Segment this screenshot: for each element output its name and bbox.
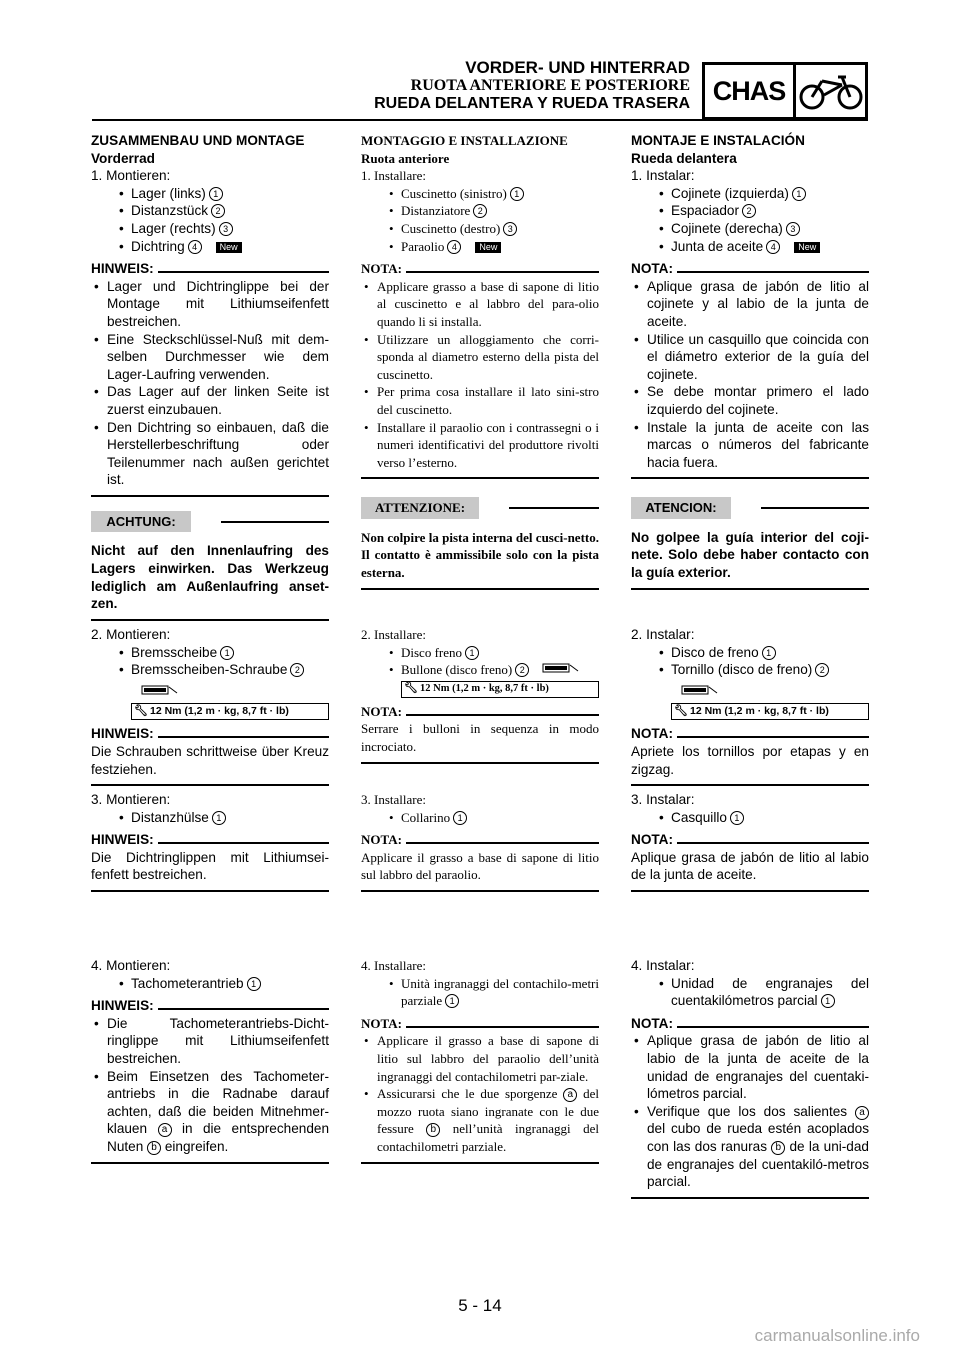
note-item: • Utilizzare un alloggiamento che corri-sponda al diametro esterno della pista del cuscinetto. — [361, 331, 599, 384]
divider — [631, 890, 869, 892]
note-item: • Instale la junta de aceite con las marcas o números del fabricante hacia fuera. — [631, 419, 869, 472]
step-label: 1. Installare: — [361, 168, 426, 184]
note-text: Aplique grasa de jabón de litio al labio de la junta de aceite. — [631, 849, 869, 883]
note-heading: NOTA: — [361, 260, 599, 278]
note-heading: NOTA: — [361, 1015, 599, 1033]
new-badge: New — [475, 242, 501, 253]
step-label: 4. Montieren: — [91, 958, 171, 973]
list-item: • Paraolio 4 New — [361, 238, 599, 256]
list-item: • Distanzhülse 1 — [91, 809, 329, 827]
header-title-de: VORDER- UND HINTERRAD — [465, 58, 690, 77]
list-item: • Bremsscheiben-Schraube 2 — [91, 661, 329, 679]
step-label: 3. Instalar: — [631, 792, 695, 807]
note-item: • Assicurarsi che le due sporgenze a del mozzo ruota siano ingranate con le due fessure b nell’unità ingranaggi del contachilometri parziale. — [361, 1085, 599, 1155]
note-item: • Eine Steckschlüssel-Nuß mit dem-selben Durchmesser wie dem Lager-Laufring verwenden. — [91, 331, 329, 384]
section-3 — [91, 791, 329, 892]
torque-spec: 🔧︎ 12 Nm (1,2 m · kg, 8,7 ft · lb) — [401, 681, 599, 698]
step-label: 2. Instalar: — [631, 627, 695, 642]
list-item: • Distanziatore 2 — [361, 202, 599, 220]
list-item: • Unidad de engranajes del cuentakilómetros parcial 1 — [631, 975, 869, 1010]
note-heading: NOTA: — [631, 1015, 869, 1033]
motorcycle-wheel-icon — [796, 65, 865, 117]
list-item: • Collarino 1 — [361, 809, 599, 827]
new-badge: New — [794, 242, 820, 253]
note-item: • Lager und Dichtringlippe bei der Montage mit Lithiumseifenfett bestreichen. — [91, 278, 329, 331]
section-1 — [91, 132, 329, 621]
divider — [631, 588, 869, 590]
section-subtitle: Rueda delantera — [631, 150, 737, 166]
list-item: • Cojinete (izquierda) 1 — [631, 185, 869, 203]
note-heading: HINWEIS: — [91, 831, 329, 849]
torque-spec: 🔧︎ 12 Nm (1,2 m · kg, 8,7 ft · lb) — [131, 683, 329, 721]
list-item: • Distanzstück 2 — [91, 202, 329, 220]
list-item: • Lager (rechts) 3 — [91, 220, 329, 238]
step-label: 2. Installare: — [361, 627, 426, 642]
note-heading: NOTA: — [631, 260, 869, 278]
torque-wrench-icon: 🔧︎ — [134, 705, 148, 718]
list-item: • Cuscinetto (sinistro) 1 — [361, 185, 599, 203]
divider — [631, 784, 869, 786]
section-2 — [631, 626, 869, 786]
lock-compound-icon — [141, 683, 329, 702]
section-2 — [91, 626, 329, 786]
section-3 — [361, 791, 599, 892]
caution-heading: ATTENZIONE: — [361, 497, 599, 519]
lock-compound-icon — [681, 683, 869, 702]
note-text: Applicare il grasso a base di sapone di litio sul labbro del paraolio. — [361, 849, 599, 883]
note-item: • Verifique que los dos salientes a del cubo de rueda estén acoplados con las dos ranuras b de la uni-dad de engranajes del cuentakiló-metros parcial. — [631, 1103, 869, 1191]
note-heading: NOTA: — [361, 831, 599, 849]
step-label: 4. Instalar: — [631, 958, 695, 973]
note-item: • Aplique grasa de jabón de litio al cojinete y al labio de la junta de aceite. — [631, 278, 869, 331]
step-label: 2. Montieren: — [91, 627, 171, 642]
note-heading: NOTA: — [631, 831, 869, 849]
chapter-label: CHAS — [705, 65, 796, 117]
divider — [91, 495, 329, 497]
section-title: MONTAGGIO E INSTALLAZIONE — [361, 133, 568, 148]
caution-text: Non colpire la pista interna del cusci-netto. Il contatto è ammissibile solo con la pista esterna. — [361, 529, 599, 581]
divider — [361, 1162, 599, 1164]
section-title: MONTAJE E INSTALACIÓN — [631, 133, 805, 148]
note-item: • Applicare il grasso a base di sapone di litio sul labbro del paraolio dell’unità ingranaggi del contachilometri par-ziale. — [361, 1032, 599, 1085]
note-item: • Beim Einsetzen des Tachometer-antriebs in die Radnabe darauf achten, daß die beiden Mitnehmer-klauen a in die entsprechenden Nuten b eingreifen. — [91, 1068, 329, 1156]
divider — [361, 762, 599, 764]
list-item: • Cuscinetto (destro) 3 — [361, 220, 599, 238]
header-rule — [92, 119, 868, 121]
divider — [91, 890, 329, 892]
list-item: • Dichtring 4 New — [91, 238, 329, 256]
list-item: • Tornillo (disco de freno) 2 — [631, 661, 869, 679]
note-item: • Die Tachometerantriebs-Dicht-ringlippe mit Lithiumseifenfett bestreichen. — [91, 1015, 329, 1068]
step-label: 3. Installare: — [361, 792, 426, 807]
list-item: • Espaciador 2 — [631, 202, 869, 220]
note-heading: NOTA: — [361, 703, 599, 721]
header-title-it: RUOTA ANTERIORE E POSTERIORE — [410, 77, 690, 94]
page-header — [374, 58, 690, 113]
list-item: • Tachometerantrieb 1 — [91, 975, 329, 993]
note-text: Serrare i bulloni in sequenza in modo incrociato. — [361, 721, 599, 754]
note-heading: NOTA: — [631, 725, 869, 743]
note-item: • Installare il paraolio con i contrassegni o i numeri identificativi del produttore rivolti verso l’esterno. — [361, 419, 599, 472]
caution-heading: ACHTUNG: — [91, 511, 329, 533]
torque-wrench-icon: 🔧︎ — [404, 682, 418, 695]
note-item: • Per prima cosa installare il lato sini-stro del cuscinetto. — [361, 383, 599, 418]
step-label: 1. Montieren: — [91, 168, 171, 184]
step-label: 1. Instalar: — [631, 168, 695, 184]
caution-text: No golpee la guía interior del coji-nete. Solo debe haber contacto con la guía exterior. — [631, 529, 869, 581]
caution-heading: ATENCION: — [631, 497, 869, 519]
section-4 — [631, 957, 869, 1199]
section-4 — [91, 957, 329, 1164]
header-title-es: RUEDA DELANTERA Y RUEDA TRASERA — [374, 95, 690, 112]
list-item: • Cojinete (derecha) 3 — [631, 220, 869, 238]
list-item: • Bremsscheibe 1 — [91, 644, 329, 662]
watermark[interactable]: carmanualsonline.info — [754, 1326, 920, 1345]
list-item: • Unità ingranaggi del contachilo-metri parziale 1 — [361, 975, 599, 1010]
torque-spec: 🔧︎ 12 Nm (1,2 m · kg, 8,7 ft · lb) — [671, 683, 869, 721]
divider — [361, 890, 599, 892]
list-item: • Disco de freno 1 — [631, 644, 869, 662]
note-item: • Se debe montar primero el lado izquierdo del cojinete. — [631, 383, 869, 418]
caution-text: Nicht auf den Innenlaufring des Lagers einwirken. Das Werkzeug lediglich am Außenlaufring anset-zen. — [91, 543, 329, 612]
divider — [631, 477, 869, 479]
note-text: Die Schrauben schrittweise über Kreuz festziehen. — [91, 743, 329, 777]
step-label: 4. Installare: — [361, 958, 426, 973]
step-label: 3. Montieren: — [91, 792, 171, 807]
divider — [631, 1197, 869, 1199]
note-heading: HINWEIS: — [91, 997, 329, 1015]
section-4 — [361, 957, 599, 1164]
chapter-badge — [702, 62, 868, 120]
list-item: • Junta de aceite 4 New — [631, 238, 869, 256]
section-title: ZUSAMMENBAU UND MONTAGE — [91, 133, 305, 148]
new-badge: New — [216, 242, 242, 253]
section-1 — [631, 132, 869, 590]
note-item: • Applicare grasso a base di sapone di litio al cuscinetto e al labbro del para-olio quando li si installa. — [361, 278, 599, 331]
section-1 — [361, 132, 599, 590]
note-text: Die Dichtringlippen mit Lithiumsei-fenfett bestreichen. — [91, 849, 329, 883]
note-item: • Den Dichtring so einbauen, daß die Herstellerbeschriftung oder Teilenummer nach außen gerichtet ist. — [91, 419, 329, 489]
list-item: • Lager (links) 1 — [91, 185, 329, 203]
note-item: • Utilice un casquillo que coincida con el diámetro exterior de la guía del cojinete. — [631, 331, 869, 384]
note-item: • Das Lager auf der linken Seite ist zuerst einzubauen. — [91, 383, 329, 418]
divider — [91, 1162, 329, 1164]
list-item: • Bullone (disco freno) 2 — [361, 661, 599, 679]
divider — [91, 784, 329, 786]
divider — [91, 619, 329, 621]
note-heading: HINWEIS: — [91, 260, 329, 278]
section-2 — [361, 626, 599, 764]
lock-compound-icon — [542, 662, 580, 677]
list-item: • Disco freno 1 — [361, 644, 599, 662]
note-heading: HINWEIS: — [91, 725, 329, 743]
note-item: • Aplique grasa de jabón de litio al labio de la junta de aceite de la unidad de engranajes del cuentaki-lómetros parcial. — [631, 1032, 869, 1102]
divider — [361, 588, 599, 590]
section-subtitle: Vorderrad — [91, 150, 155, 166]
page-number: 5 - 14 — [458, 1296, 502, 1315]
list-item: • Casquillo 1 — [631, 809, 869, 827]
torque-wrench-icon: 🔧︎ — [674, 705, 688, 718]
section-subtitle: Ruota anteriore — [361, 150, 450, 166]
section-3 — [631, 791, 869, 892]
divider — [361, 477, 599, 479]
note-text: Apriete los tornillos por etapas y en zigzag. — [631, 743, 869, 777]
